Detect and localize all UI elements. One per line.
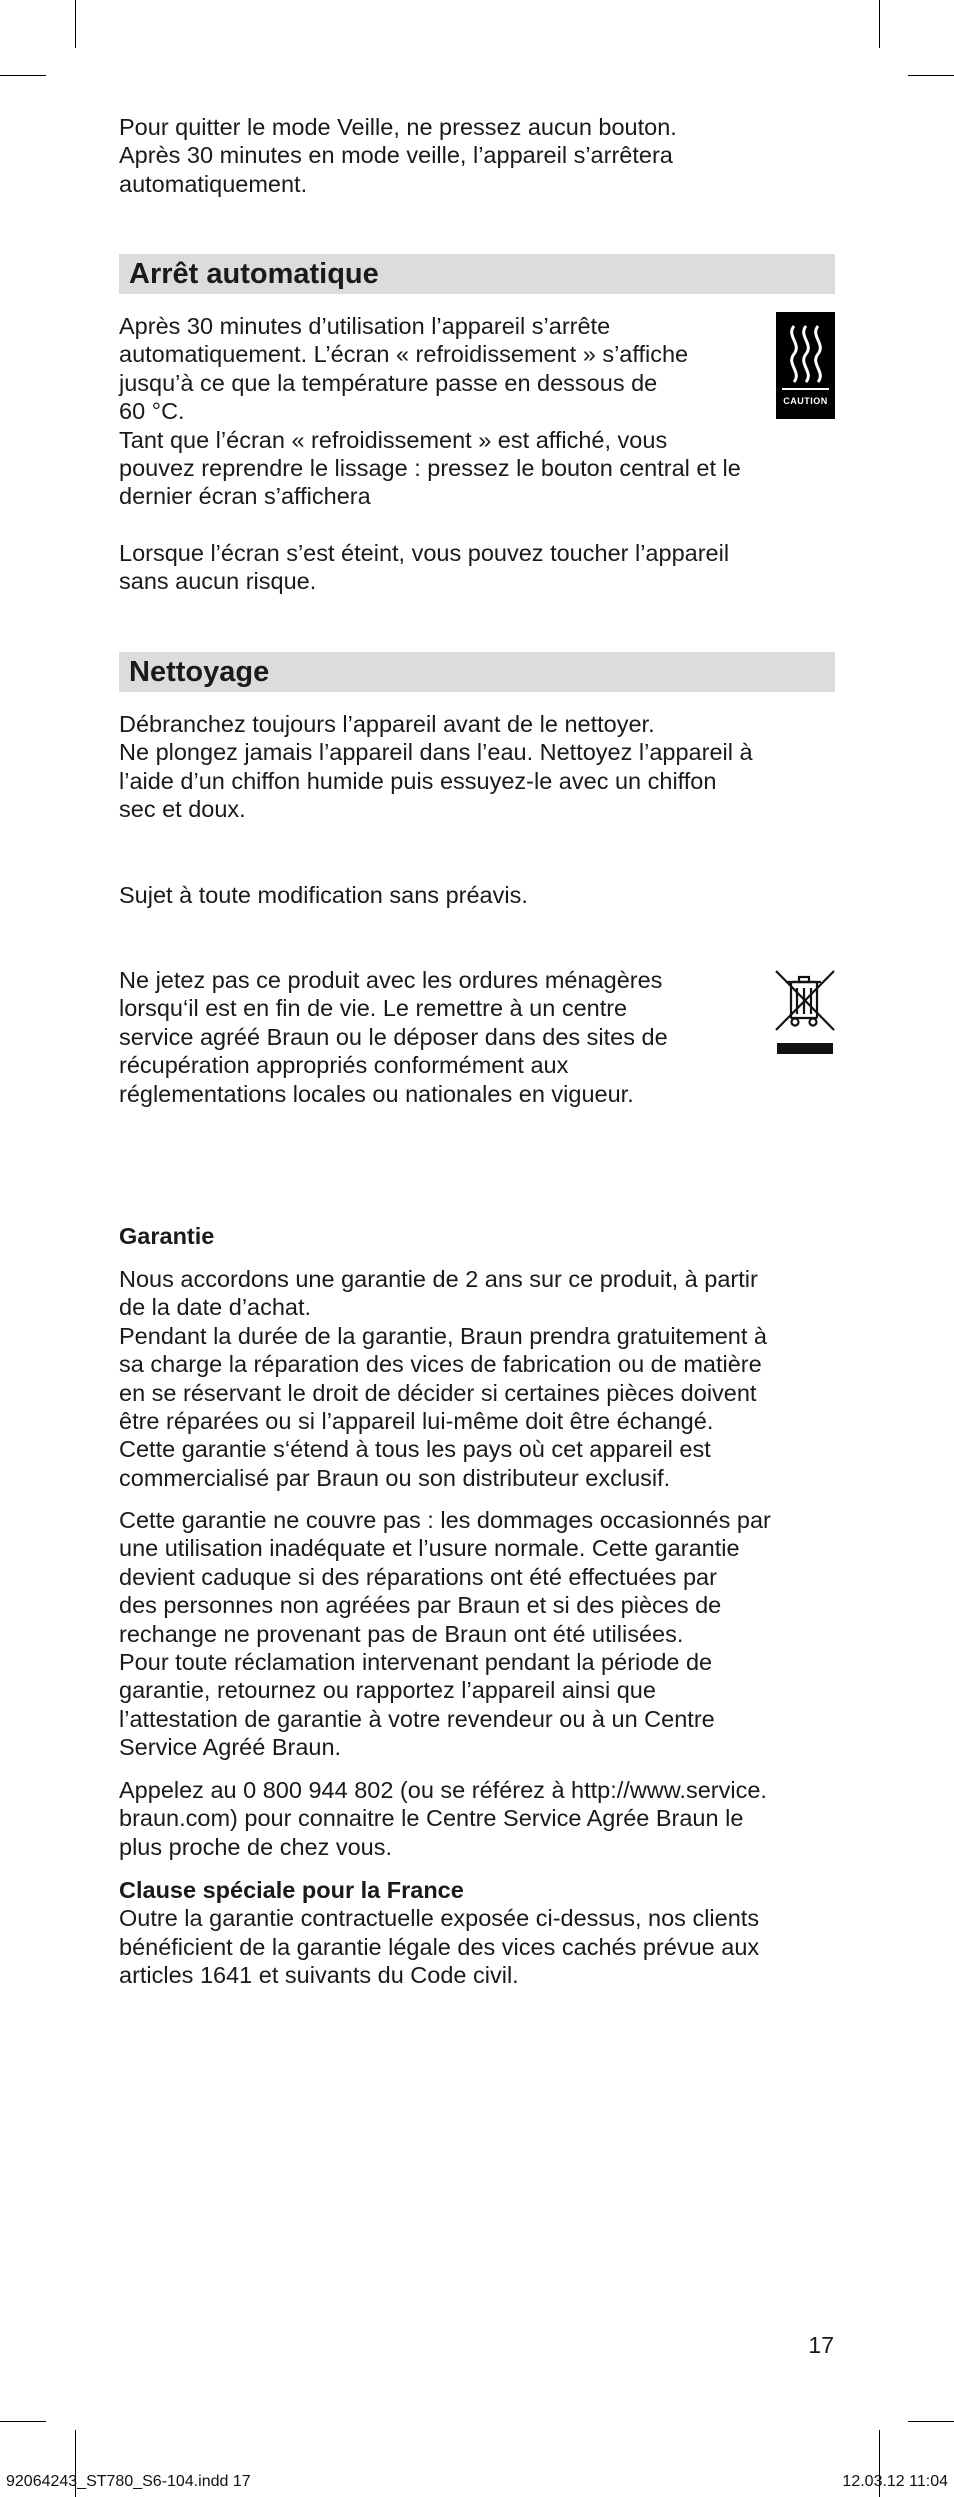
intro-line: Après 30 minutes en mode veille, l’appareil s’arrêtera <box>119 142 673 169</box>
text-line: sans aucun risque. <box>119 568 317 595</box>
hot-surface-caution-icon <box>776 312 835 419</box>
notice-paragraph <box>119 881 835 909</box>
section-heading: Nettoyage <box>119 652 835 692</box>
text-line: Pendant la durée de la garantie, Braun prendra gratuitement à <box>119 1322 767 1349</box>
text-line: lorsqu‘il est en fin de vie. Le remettre à un centre <box>119 995 628 1022</box>
section-heading: Arrêt automatique <box>119 254 835 294</box>
text-line: jusqu’à ce que la température passe en dessous de <box>119 369 658 396</box>
intro-line: automatiquement. <box>119 170 308 197</box>
cleaning-paragraph <box>119 710 835 824</box>
intro-line: Pour quitter le mode Veille, ne pressez aucun bouton. <box>119 114 677 140</box>
notice-text: Sujet à toute modification sans préavis. <box>119 882 528 908</box>
text-line: 60 °C. <box>119 398 185 425</box>
section-cleaning <box>119 652 835 692</box>
text-line: être réparées ou si l’appareil lui-même doit être échangé. <box>119 1408 714 1435</box>
text-line: l’attestation de garantie à votre revendeur ou à un Centre <box>119 1705 715 1732</box>
auto-off-paragraph-2 <box>119 539 835 596</box>
slug-date-time: 12.03.12 11:04 <box>842 2473 948 2490</box>
text-line: Cette garantie s‘étend à tous les pays où cet appareil est <box>119 1436 711 1463</box>
text-line: commercialisé par Braun ou son distributeur exclusif. <box>119 1464 671 1491</box>
text-line: réglementations locales ou nationales en vigueur. <box>119 1080 634 1107</box>
text-line: articles 1641 et suivants du Code civil. <box>119 1962 519 1989</box>
text-line: automatiquement. L’écran « refroidissement » s’affiche <box>119 341 689 368</box>
text-line: Appelez au 0 800 944 802 (ou se référez à http://www.service. <box>119 1777 767 1803</box>
text-line: récupération appropriés conformément aux <box>119 1052 569 1079</box>
text-line: garantie, retournez ou rapportez l’appareil ainsi que <box>119 1677 656 1704</box>
warranty-title: Garantie <box>119 1223 215 1249</box>
crop-mark <box>908 2421 954 2422</box>
clause-heading: Clause spéciale pour la France <box>119 1877 464 1903</box>
text-line: Tant que l’écran « refroidissement » est affiché, vous <box>119 426 668 453</box>
text-line: en se réservant le droit de décider si certaines pièces doivent <box>119 1379 757 1406</box>
caution-label: CAUTION <box>783 396 828 406</box>
text-line: une utilisation inadéquate et l’usure normale. Cette garantie <box>119 1535 740 1562</box>
intro-paragraph <box>119 113 835 198</box>
text-line: Débranchez toujours l’appareil avant de le nettoyer. <box>119 711 655 737</box>
text-line: rechange ne provenant pas de Braun ont été utilisées. <box>119 1620 684 1647</box>
slug-file-info: 92064243_ST780_S6-104.indd 17 <box>6 2473 251 2490</box>
text-line: Cette garantie ne couvre pas : les dommages occasionnés par <box>119 1507 771 1533</box>
text-line: service agréé Braun ou le déposer dans des sites de <box>119 1023 668 1050</box>
text-line: l’aide d’un chiffon humide puis essuyez-le avec un chiffon <box>119 767 717 794</box>
crop-mark <box>879 0 880 48</box>
crop-mark <box>908 75 954 76</box>
text-line: Lorsque l’écran s’est éteint, vous pouvez toucher l’appareil <box>119 540 730 566</box>
text-line: sa charge la réparation des vices de fabrication ou de matière <box>119 1351 762 1378</box>
crop-mark <box>0 75 46 76</box>
crop-mark <box>0 2421 46 2422</box>
page-number: 17 <box>808 2332 834 2358</box>
warranty-paragraph-1 <box>119 1265 835 1492</box>
crossed-out-wheelie-bin-icon <box>773 968 837 1058</box>
text-line: braun.com) pour connaitre le Centre Service Agrée Braun le <box>119 1805 744 1832</box>
crop-mark <box>75 0 76 48</box>
text-line: sec et doux. <box>119 796 246 823</box>
warranty-paragraph-2 <box>119 1506 835 1762</box>
text-line: des personnes non agréées par Braun et si des pièces de <box>119 1592 722 1619</box>
text-line: bénéficient de la garantie légale des vices cachés prévue aux <box>119 1933 760 1960</box>
text-line: Ne plongez jamais l’appareil dans l’eau. Nettoyez l’appareil à <box>119 739 753 766</box>
text-line: plus proche de chez vous. <box>119 1833 393 1860</box>
text-line: dernier écran s’affichera <box>119 483 371 510</box>
text-line: Pour toute réclamation intervenant pendant la période de <box>119 1649 713 1676</box>
warranty-paragraph-3 <box>119 1776 835 1861</box>
text-line: pouvez reprendre le lissage : pressez le bouton central et le <box>119 455 741 482</box>
text-line: de la date d’achat. <box>119 1294 312 1321</box>
text-line: devient caduque si des réparations ont été effectuées par <box>119 1563 717 1590</box>
text-line: Nous accordons une garantie de 2 ans sur ce produit, à partir <box>119 1266 758 1292</box>
france-clause <box>119 1876 835 1990</box>
warranty-heading <box>119 1222 835 1250</box>
auto-off-paragraph-1 <box>119 312 835 511</box>
text-line: Service Agréé Braun. <box>119 1734 342 1761</box>
text-line: Outre la garantie contractuelle exposée ci-dessus, nos clients <box>119 1905 760 1932</box>
text-line: Ne jetez pas ce produit avec les ordures ménagères <box>119 967 663 993</box>
section-auto-off <box>119 254 835 294</box>
text-line: Après 30 minutes d’utilisation l’appareil s’arrête <box>119 313 611 339</box>
disposal-paragraph <box>119 966 739 1108</box>
